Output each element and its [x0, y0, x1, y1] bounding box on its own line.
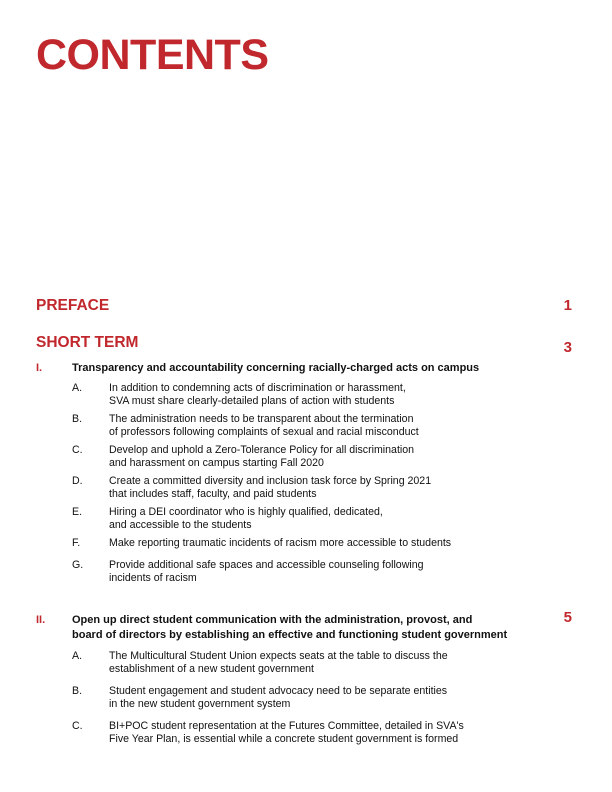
list-item[interactable]: [72, 685, 532, 711]
item-text: Create a committed diversity and inclusion task force by Spring 2021 that includes staff, faculty, and paid students: [109, 475, 432, 500]
section-2-numeral: II.: [36, 614, 46, 626]
item-letter: B.: [72, 413, 83, 425]
item-letter: C.: [72, 444, 83, 456]
item-text: Develop and uphold a Zero-Tolerance Policy for all discrimination and harassment on campus starting Fall 2020: [109, 444, 415, 469]
toc-short-term-label: SHORT TERM: [36, 334, 139, 351]
list-item[interactable]: [72, 720, 532, 746]
toc-entry-short-term[interactable]: [36, 334, 572, 356]
section-1-heading: Transparency and accountability concerning racially-charged acts on campus: [72, 362, 480, 374]
item-text: Make reporting traumatic incidents of racism more accessible to students: [109, 537, 452, 549]
list-item[interactable]: [72, 382, 532, 408]
list-item[interactable]: [72, 650, 532, 676]
toc-section-2[interactable]: [36, 609, 572, 643]
item-letter: A.: [72, 650, 83, 662]
section-2-page: 5: [563, 609, 572, 626]
item-letter: C.: [72, 720, 83, 732]
list-item[interactable]: [72, 537, 532, 550]
list-item[interactable]: [72, 413, 532, 439]
toc-preface-label: PREFACE: [36, 297, 110, 314]
list-item[interactable]: [72, 475, 532, 501]
item-letter: G.: [72, 559, 84, 571]
list-item[interactable]: [72, 506, 532, 532]
page-title: CONTENTS: [36, 31, 269, 79]
toc-section-1[interactable]: [36, 361, 572, 376]
section-1-numeral: I.: [36, 362, 43, 374]
item-text: Hiring a DEI coordinator who is highly qualified, dedicated, and accessible to the students: [109, 506, 383, 531]
item-text: Provide additional safe spaces and accessible counseling following incidents of racism: [109, 559, 424, 584]
toc-short-term-page: 3: [563, 339, 572, 356]
item-text: BI+POC student representation at the Futures Committee, detailed in SVA's Five Year Plan, is essential while a concrete student government is formed: [109, 720, 464, 745]
item-letter: D.: [72, 475, 83, 487]
list-item[interactable]: [72, 444, 532, 470]
section-2-items: [72, 650, 532, 746]
item-text: In addition to condemning acts of discrimination or harassment, SVA must share clearly-detailed plans of action with students: [109, 382, 406, 407]
item-text: The administration needs to be transparent about the termination of professors following complaints of sexual and racial misconduct: [109, 413, 419, 438]
item-letter: A.: [72, 382, 83, 394]
list-item[interactable]: [72, 559, 532, 585]
item-text: Student engagement and student advocacy need to be separate entities in the new student government system: [109, 685, 448, 710]
item-letter: F.: [72, 537, 81, 549]
toc-entry-preface[interactable]: [36, 297, 572, 315]
section-1-items: [72, 382, 532, 585]
item-letter: B.: [72, 685, 83, 697]
item-text: The Multicultural Student Union expects seats at the table to discuss the establishment of a new student government: [109, 650, 448, 675]
section-2-heading: Open up direct student communication with the administration, provost, and board of directors by establishing an effective and functioning student government: [72, 614, 508, 641]
toc-preface-page: 1: [563, 297, 572, 314]
item-letter: E.: [72, 506, 83, 518]
